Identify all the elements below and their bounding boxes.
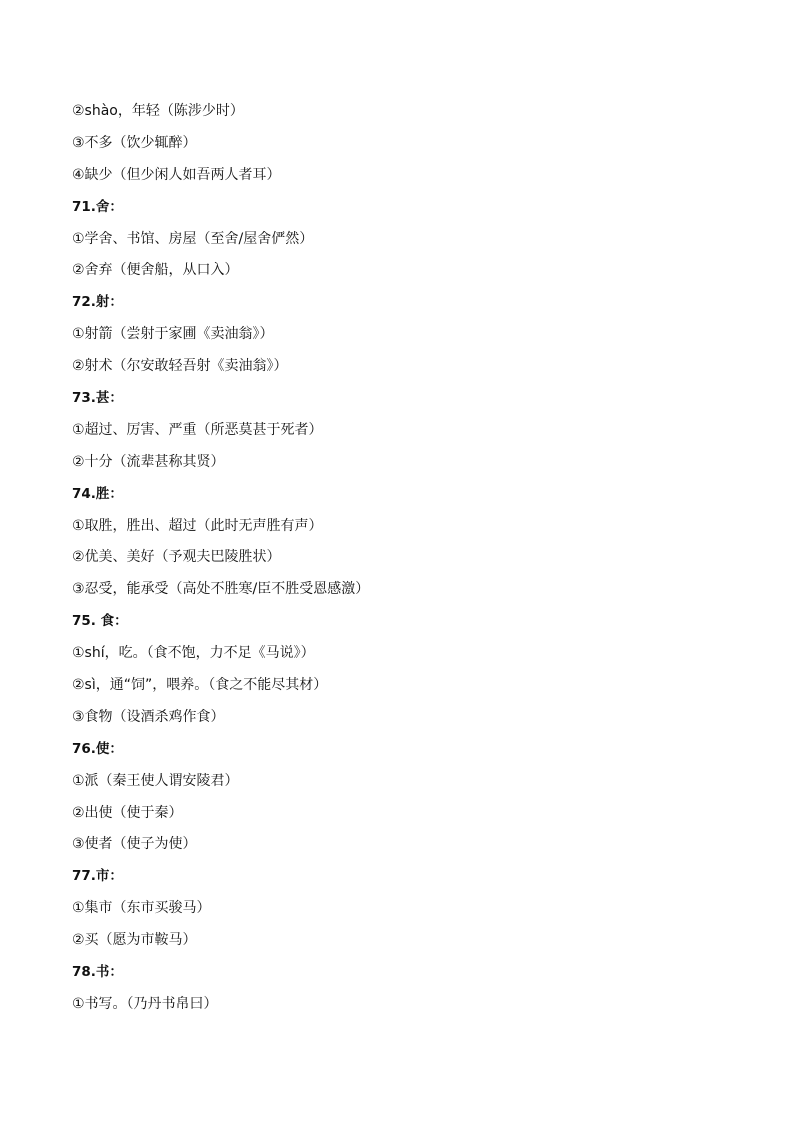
definition-line: ②射术（尔安敢轻吾射《卖油翁》） <box>72 358 288 375</box>
entry-heading: 76.使： <box>72 740 123 757</box>
definition-line: ②优美、美好（予观夫巴陵胜状） <box>72 549 281 566</box>
definition-line: ②舍弃（便舍船，从口入） <box>72 262 239 279</box>
definition-line: ③食物（设酒杀鸡作食） <box>72 708 225 725</box>
definition-line: ①射箭（尝射于家圃《卖油翁》） <box>72 326 274 343</box>
entry-heading: 71.舍： <box>72 198 123 215</box>
entry-heading: 73.甚： <box>72 390 123 407</box>
entry-heading: 72.射： <box>72 294 123 311</box>
definition-line: ①取胜，胜出、超过（此时无声胜有声） <box>72 517 323 534</box>
entry-heading: 78.书： <box>72 964 123 981</box>
definition-line: ②sì，通“饲”，喂养。（食之不能尽其材） <box>72 677 328 694</box>
definition-line: ①超过、厉害、严重（所恶莫甚于死者） <box>72 421 323 438</box>
definition-line: ②出使（使于秦） <box>72 804 183 821</box>
definition-line: ③不多（饮少辄醉） <box>72 134 197 151</box>
definition-line: ①shí，吃。（食不饱，力不足《马说》） <box>72 645 315 662</box>
definition-line: ①书写。（乃丹书帛曰） <box>72 995 218 1012</box>
entry-heading: 77.市： <box>72 868 123 885</box>
entry-heading: 75. 食： <box>72 613 128 630</box>
definition-line: ②买（愿为市鞍马） <box>72 932 197 949</box>
definition-line: ②十分（流辈甚称其贤） <box>72 453 225 470</box>
definition-line: ③使者（使子为使） <box>72 836 197 853</box>
definition-line: ④缺少（但少闲人如吾两人者耳） <box>72 166 281 183</box>
entry-heading: 74.胜： <box>72 485 123 502</box>
definition-line: ①集市（东市买骏马） <box>72 900 211 917</box>
definition-line: ①派（秦王使人谓安陵君） <box>72 772 239 789</box>
document-body <box>72 96 732 1021</box>
definition-line: ①学舍、书馆、房屋（至舍/屋舍俨然） <box>72 230 314 247</box>
definition-line: ②shào，年轻（陈涉少时） <box>72 103 244 119</box>
definition-line: ③忍受，能承受（高处不胜寒/臣不胜受恩感激） <box>72 581 370 598</box>
